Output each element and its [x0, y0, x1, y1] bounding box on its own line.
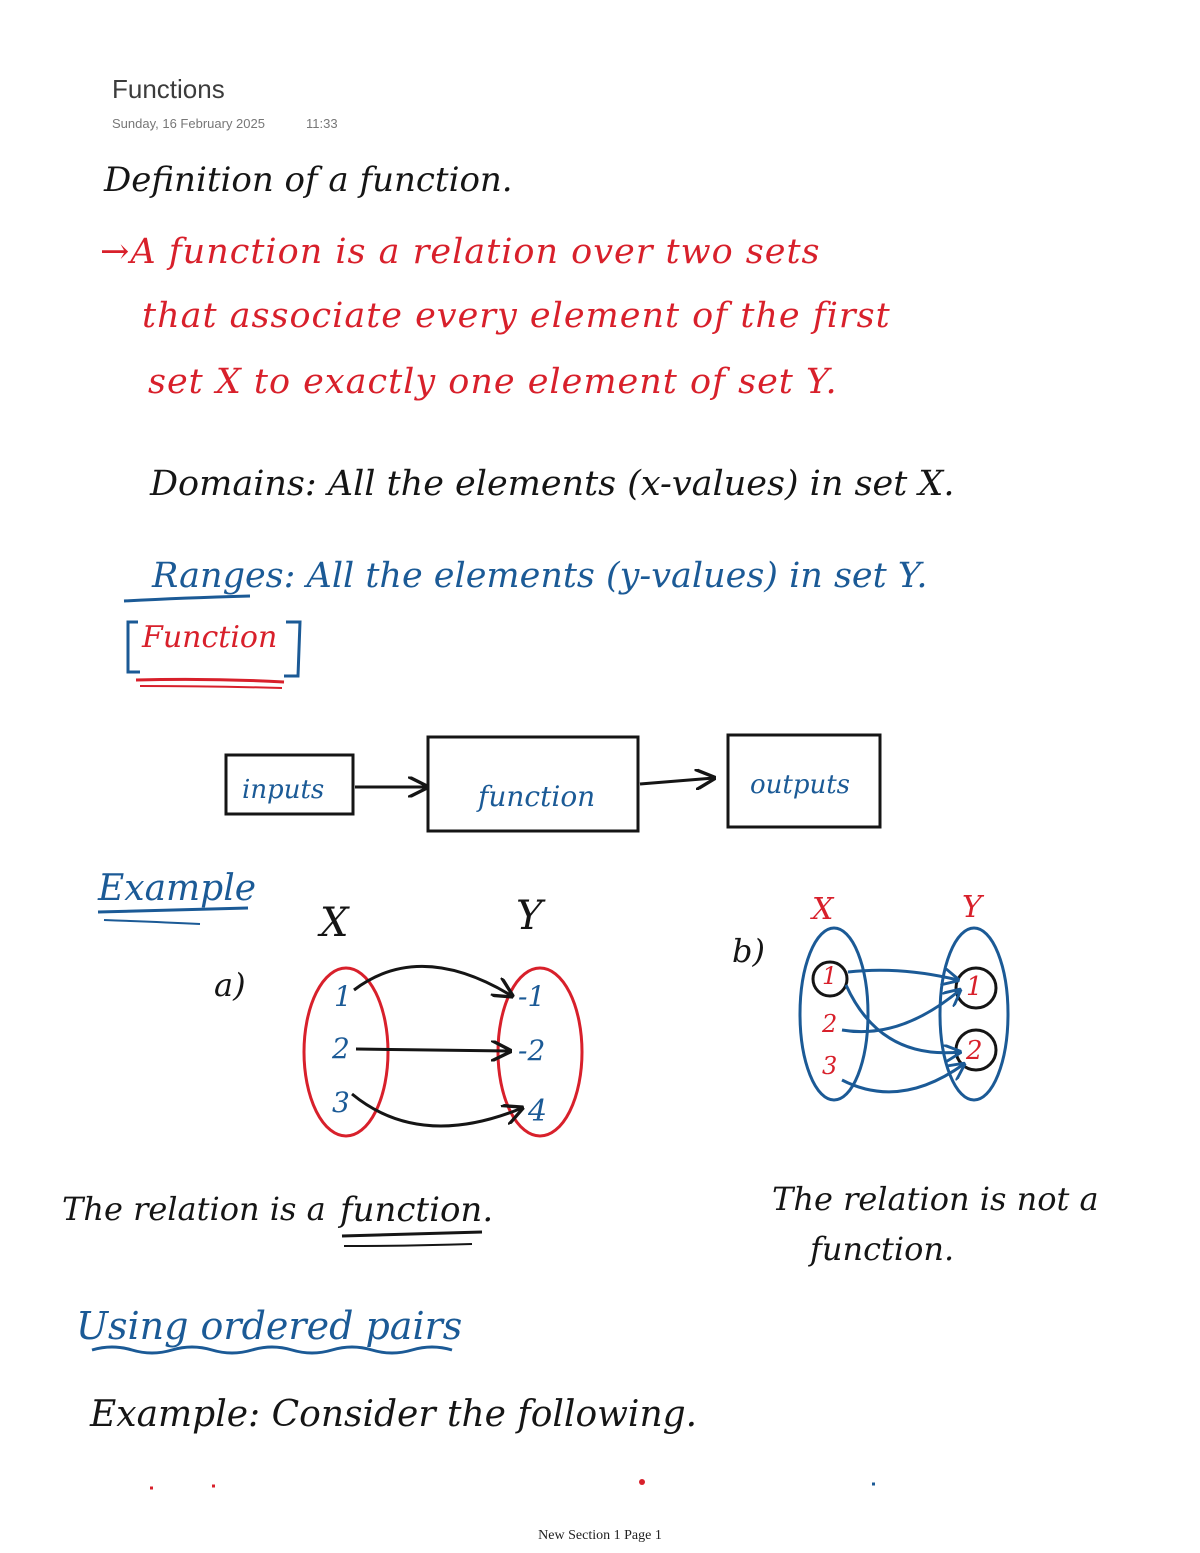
example-b-x-2: 2 — [822, 1010, 838, 1038]
flow-function-label: function — [478, 780, 596, 813]
page-date: Sunday, 16 February 2025 — [112, 116, 265, 131]
flow-inputs-label: inputs — [242, 775, 325, 805]
example-a-x-3: 3 — [332, 1086, 350, 1119]
example-a-arrow-3 — [352, 1094, 522, 1126]
ordered-pairs-underline — [92, 1347, 452, 1353]
example-b-y1-circle — [956, 968, 996, 1008]
definition-line-3: set X to exactly one element of set Y. — [148, 362, 838, 402]
example-b-tag: b) — [732, 932, 765, 970]
example-a-y-1: -1 — [518, 980, 546, 1013]
flow-function-box — [428, 737, 638, 831]
example-b-y-2: 2 — [966, 1036, 983, 1066]
example-b-y-label: Y — [962, 890, 982, 925]
conclusion-underline-2 — [344, 1244, 472, 1246]
example-a-conclusion-prefix: The relation is a — [62, 1190, 326, 1228]
flow-arrow-2 — [640, 778, 714, 784]
flow-outputs-label: outputs — [750, 770, 851, 800]
stray-mark-3 — [639, 1479, 645, 1485]
example-a-x-1: 1 — [334, 980, 352, 1013]
conclusion-underline-1 — [342, 1232, 482, 1236]
domain-note: Domains: All the elements (x-values) in set X. — [150, 464, 955, 504]
example-b-conclusion-line-2: function. — [810, 1230, 955, 1268]
function-boxed-label: Function — [142, 620, 278, 655]
function-underline-1 — [136, 679, 284, 682]
function-underline-2 — [140, 686, 282, 688]
example-b-y-1: 1 — [966, 972, 983, 1002]
example-a-x-label: X — [320, 900, 349, 946]
example-a-y-label: Y — [516, 893, 543, 939]
definition-line-1: →A function is a relation over two sets — [100, 232, 821, 272]
definition-line-2: that associate every element of the first — [142, 296, 891, 336]
ordered-pairs-example: Example: Consider the following. — [90, 1394, 698, 1435]
range-underline — [124, 596, 250, 601]
example-underline-1 — [98, 908, 248, 912]
page-time: 11:33 — [306, 116, 338, 131]
example-a-arrow-1 — [354, 966, 512, 996]
range-note: Ranges: All the elements (y-values) in set Y. — [152, 556, 928, 596]
example-label: Example — [98, 868, 257, 909]
ordered-pairs-heading: Using ordered pairs — [76, 1304, 463, 1348]
example-b-x-set — [800, 928, 868, 1100]
example-a-arrow-2 — [356, 1049, 510, 1051]
example-a-tag: a) — [214, 966, 246, 1004]
example-b-x1-circle — [813, 962, 847, 996]
example-a-conclusion-word: function. — [340, 1190, 494, 1230]
function-bracket-left — [128, 622, 140, 672]
example-b-x-3: 3 — [822, 1052, 838, 1080]
example-b-x-label: X — [812, 892, 834, 927]
example-b-x-1: 1 — [822, 962, 838, 990]
example-underline-2 — [104, 920, 200, 924]
example-a-y-set — [498, 968, 582, 1136]
definition-heading: Definition of a function. — [104, 160, 513, 200]
page-footer: New Section 1 Page 1 — [538, 1528, 662, 1543]
flow-outputs-box — [728, 735, 880, 827]
function-bracket-right — [284, 622, 300, 676]
example-a-y-2: -2 — [518, 1034, 546, 1067]
example-b-conclusion-line-1: The relation is not a — [772, 1180, 1099, 1218]
example-a-x-2: 2 — [332, 1032, 350, 1065]
page-title: Functions — [112, 74, 225, 104]
flow-inputs-box — [226, 755, 353, 814]
example-a-y-3: 4 — [528, 1094, 548, 1129]
